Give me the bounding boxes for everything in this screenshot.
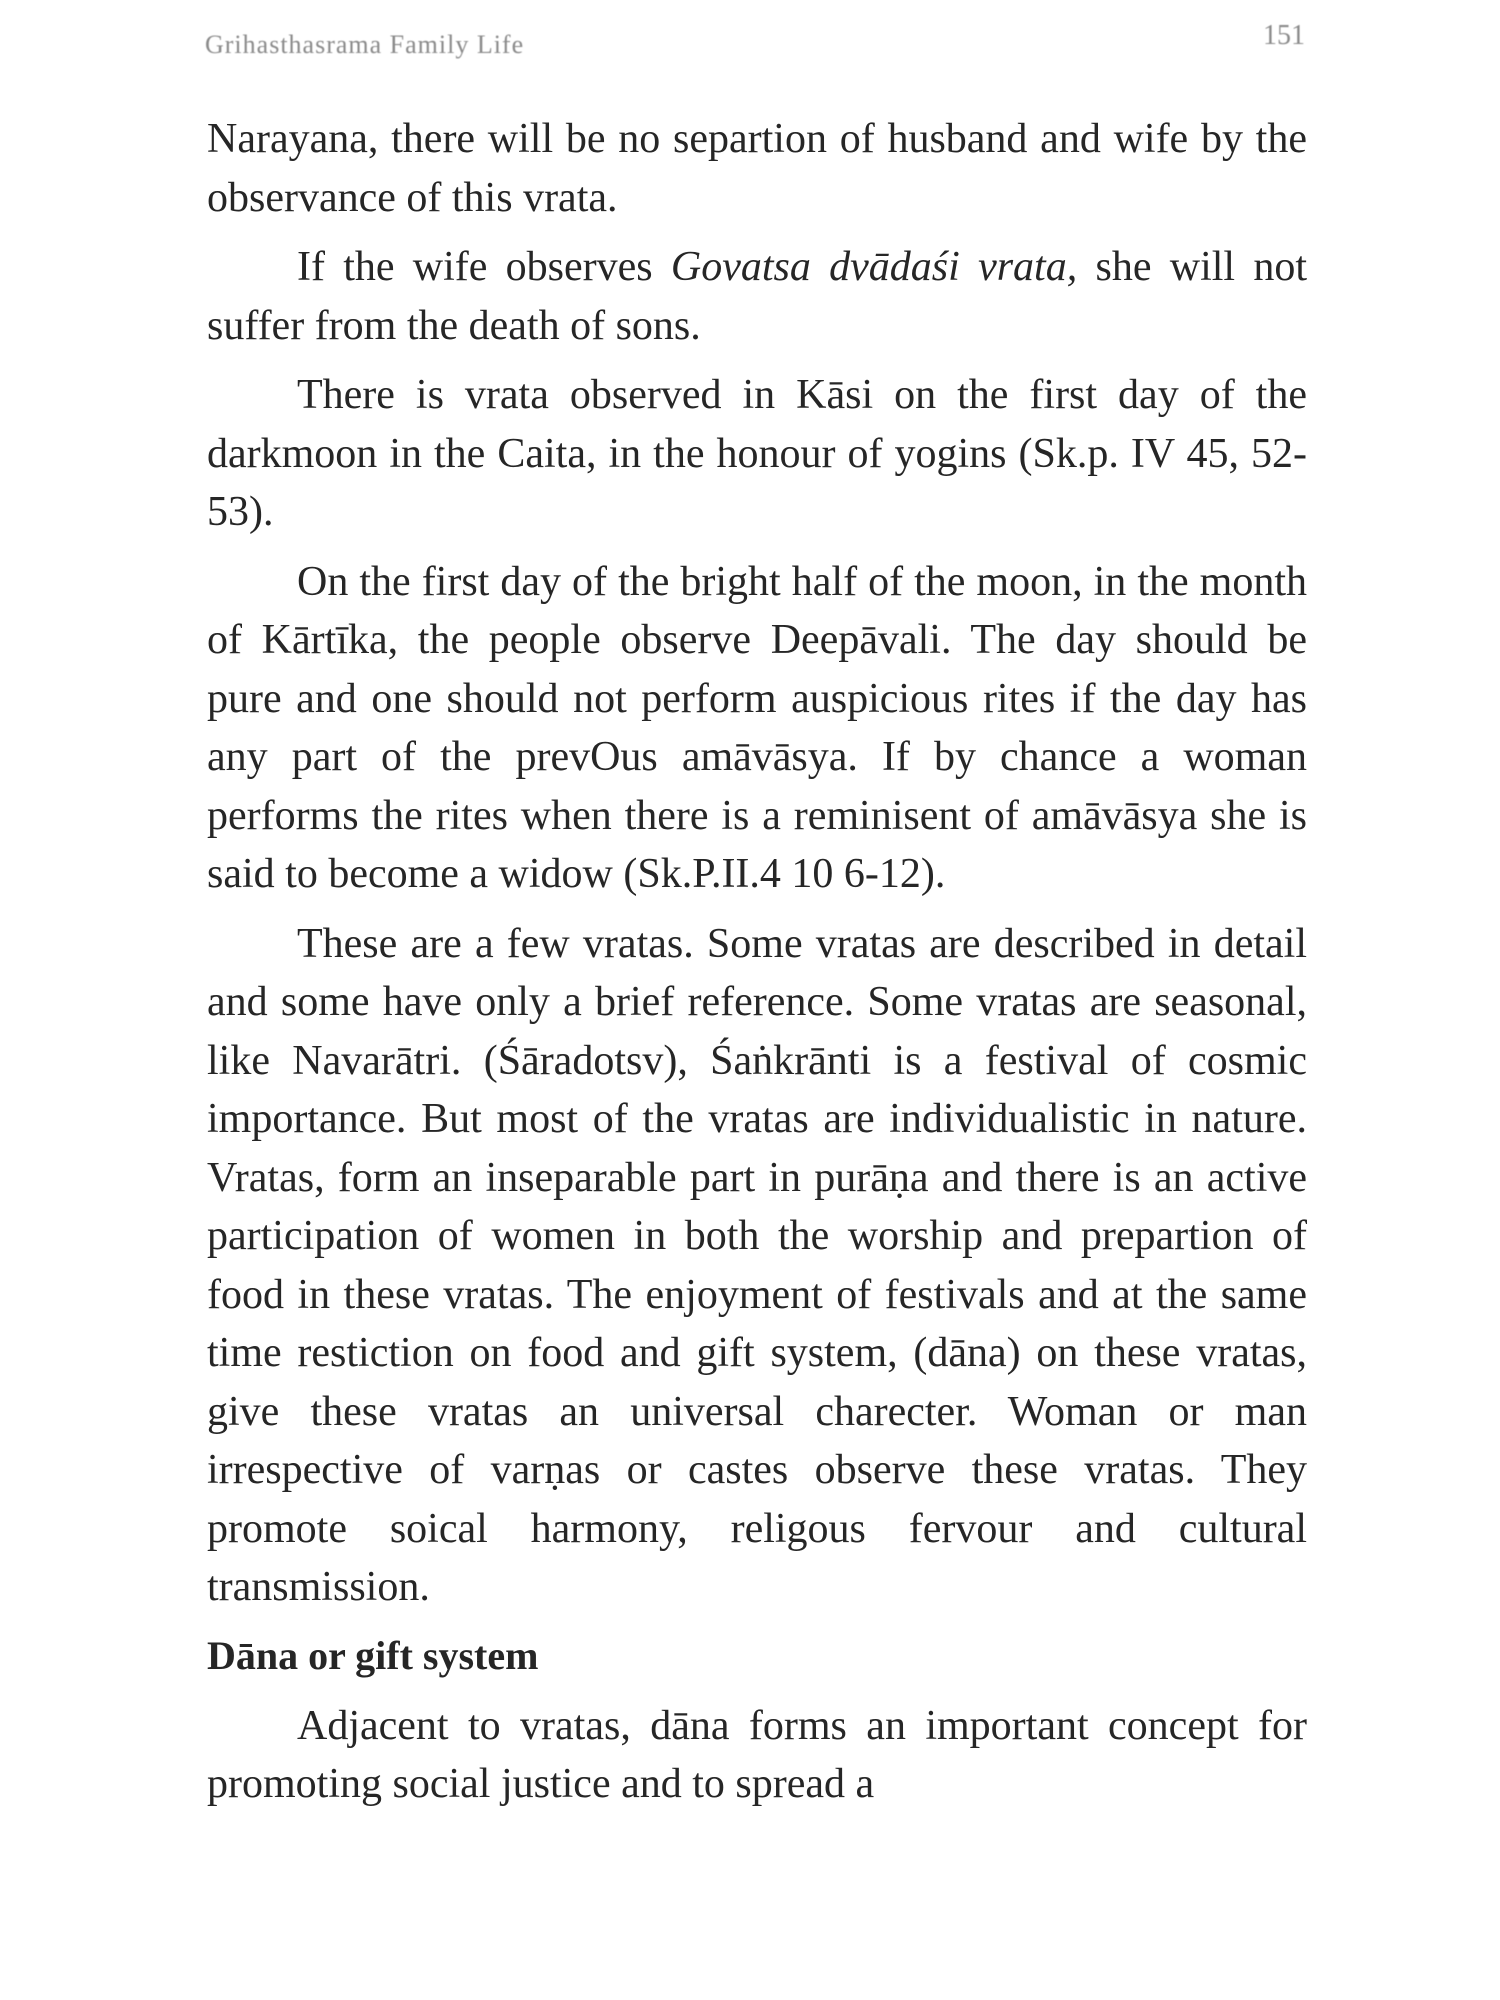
paragraph-govatsa [207, 238, 1307, 355]
paragraph-vratas-overview: These are a few vratas. Some vratas are described in detail and some have only a brief reference. Some vratas are seasonal, like Navarātri. (Śāradotsv), Śaṅkrānti is a festival of cosmic importance. But most of the vratas are individualistic in nature. Vratas, form an inseparable part in purāṇa and there is an active participation of women in both the worship and prepartion of food in these vratas. The enjoyment of festivals and at the same time restiction on food and gift system, (dāna) on these vratas, give these vratas an universal charecter. Woman or man irrespective of varṇas or castes observe these vratas. They promote soical harmony, religous fervour and cultural transmission. [207, 920, 1307, 1610]
page-number: 151 [1263, 20, 1305, 51]
section-heading-dana: Dāna or gift system [207, 1632, 539, 1678]
paragraph-deepavali: On the first day of the bright half of the moon, in the month of Kārtīka, the people observe Deepāvali. The day should be pure and one should not perform auspicious rites if the day has any part of the prevOus amāvāsya. If by chance a woman performs the rites when there is a reminisent of amāvāsya she is said to become a widow (Sk.P.II.4 10 6-12). [207, 558, 1307, 897]
page-body [207, 110, 1307, 1825]
paragraph-dana-intro: Adjacent to vratas, dāna forms an important concept for promoting social justice and to spread a [207, 1702, 1307, 1807]
running-head: Grihasthasrama Family Life [205, 30, 525, 59]
paragraph-kasi-vrata: There is vrata observed in Kāsi on the first day of the darkmoon in the Caita, in the honour of yogins (Sk.p. IV 45, 52-53). [207, 372, 1307, 535]
vrata-name-italic: Govatsa dvādaśi vrata, [670, 244, 1078, 290]
paragraph-continued: Narayana, there will be no separtion of husband and wife by the observance of this vrata. [207, 116, 1307, 221]
paragraph-govatsa-tail: she will not suffer from the death of sons. [207, 244, 1308, 349]
paragraph-govatsa-lead: If the wife observes [297, 244, 671, 290]
